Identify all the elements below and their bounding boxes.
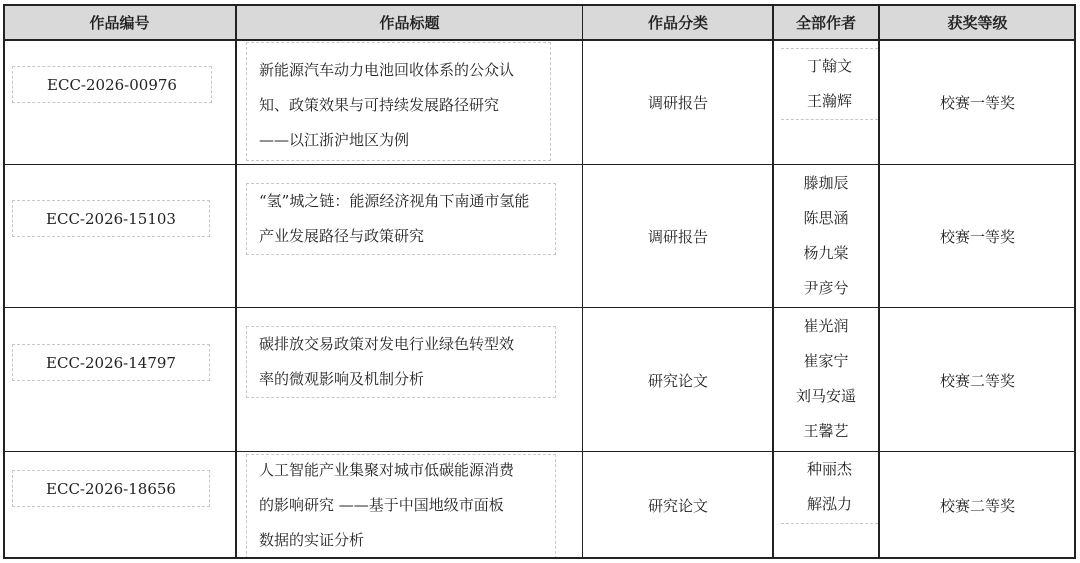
row-divider xyxy=(3,164,1076,165)
title-line: 产业发展路径与政策研究 xyxy=(259,227,425,245)
header-id: 作品编号 xyxy=(3,4,236,40)
column-divider xyxy=(878,4,880,559)
title-line: ——以江浙沪地区为例 xyxy=(259,131,410,149)
work-id: ECC-2026-15103 xyxy=(12,200,210,237)
author-name: 解泓力 xyxy=(806,495,852,513)
author-name: 王馨艺 xyxy=(803,422,849,440)
award-level: 校赛一等奖 xyxy=(939,94,1015,112)
work-id: ECC-2026-00976 xyxy=(12,66,212,103)
author-name: 王瀚辉 xyxy=(806,92,852,110)
awards-table xyxy=(3,4,1076,559)
title-line: 的影响研究 ——基于中国地级市面板 xyxy=(259,496,504,514)
title-line: 碳排放交易政策对发电行业绿色转型效 xyxy=(259,335,515,353)
author-name: 陈思涵 xyxy=(803,209,849,227)
title-line: 新能源汽车动力电池回收体系的公众认 xyxy=(259,61,515,79)
table-border xyxy=(3,557,1076,559)
work-title-box xyxy=(246,326,556,398)
table-border xyxy=(3,4,5,559)
work-category: 研究论文 xyxy=(647,371,708,390)
author-list xyxy=(773,309,879,452)
award-level: 校赛一等奖 xyxy=(939,228,1015,246)
author-list xyxy=(781,48,878,120)
header-award: 获奖等级 xyxy=(879,4,1076,40)
author-name: 尹彦兮 xyxy=(803,279,849,297)
title-line: 知、政策效果与可持续发展路径研究 xyxy=(259,96,500,114)
author-name: 种丽杰 xyxy=(806,460,852,478)
author-name: 崔家宁 xyxy=(803,352,849,370)
table-border xyxy=(1074,4,1076,559)
table-border xyxy=(3,4,1076,6)
work-category: 调研报告 xyxy=(647,94,708,112)
column-divider xyxy=(772,4,774,559)
work-title xyxy=(247,184,555,254)
title-line: 人工智能产业集聚对城市低碳能源消费 xyxy=(259,461,515,479)
header-category: 作品分类 xyxy=(583,4,773,40)
author-name: 杨九棠 xyxy=(803,244,849,262)
work-category: 调研报告 xyxy=(647,228,708,246)
title-line: 率的微观影响及机制分析 xyxy=(259,370,425,388)
title-line: “氢”城之链：能源经济视角下南通市氢能 xyxy=(259,192,530,210)
work-category: 研究论文 xyxy=(647,497,708,515)
work-title-box xyxy=(246,454,556,559)
work-title xyxy=(247,327,555,397)
author-list xyxy=(773,166,879,308)
work-title xyxy=(247,453,555,558)
column-divider xyxy=(582,4,583,559)
title-line: 数据的实证分析 xyxy=(259,531,365,549)
author-name: 滕珈辰 xyxy=(803,174,849,192)
award-level: 校赛二等奖 xyxy=(939,371,1015,390)
author-name: 刘马安遥 xyxy=(795,387,856,405)
row-divider xyxy=(3,451,1076,452)
author-name: 丁翰文 xyxy=(806,57,852,75)
work-title-box xyxy=(246,183,556,255)
row-divider xyxy=(3,39,1076,41)
work-title-box xyxy=(246,42,551,161)
work-title xyxy=(247,43,550,158)
author-list xyxy=(781,452,878,524)
row-divider xyxy=(3,307,1076,308)
header-authors: 全部作者 xyxy=(773,4,879,40)
column-divider xyxy=(235,4,237,559)
work-id: ECC-2026-18656 xyxy=(12,470,210,507)
header-title: 作品标题 xyxy=(236,4,583,40)
author-name: 崔光润 xyxy=(803,317,849,335)
award-level: 校赛二等奖 xyxy=(939,497,1015,515)
work-id: ECC-2026-14797 xyxy=(12,344,210,381)
